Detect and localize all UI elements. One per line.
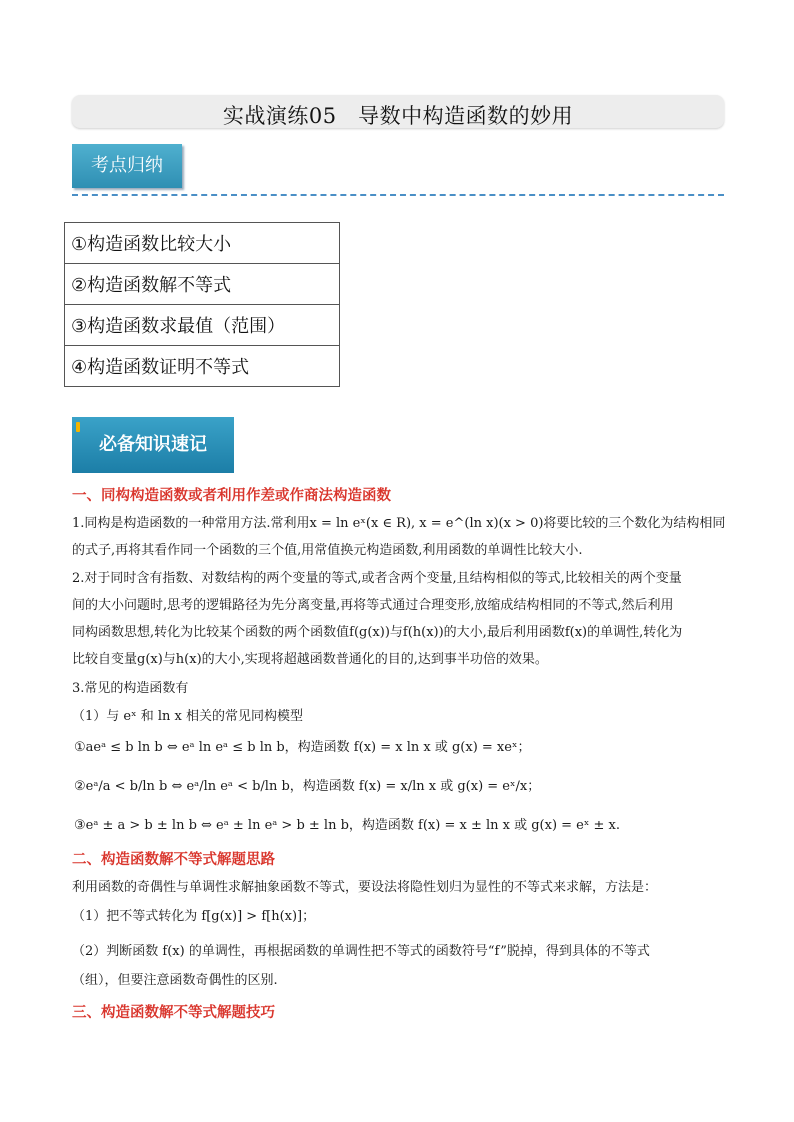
tag-accent-mark [76,422,80,432]
paragraph-line: （1）与 eˣ 和 ln x 相关的常见同构模型 [72,709,303,724]
formula-line: ③eᵃ ± a > b ± ln b ⇔ eᵃ ± ln eᵃ > b ± ln b，构造函数 f(x) = x ± ln x 或 g(x) = eˣ ± x. [74,818,621,833]
paragraph-line: （2）判断函数 f(x) 的单调性，再根据函数的单调性把不等式的函数符号“f”脱掉，得到具体的不等式 [72,944,650,959]
section-tag-kaodian: 考点归纳 [72,144,182,188]
paragraph-line: 2.对于同时含有指数、对数结构的两个变量的等式,或者含两个变量,且结构相似的等式,比较相关的两个变量 [72,571,682,586]
formula-line: ②eᵃ/a < b/ln b ⇔ eᵃ/ln eᵃ < b/ln b，构造函数 f(x) = x/ln x 或 g(x) = eˣ/x； [74,779,541,794]
dashed-divider [72,194,724,196]
topic-item-2: ②构造函数解不等式 [65,264,340,305]
page-title: 实战演练05 导数中构造函数的妙用 [222,104,574,128]
paragraph-line: 1.同构是构造函数的一种常用方法.常利用x = ln eˣ(x ∈ R), x = e^(ln x)(x > 0)将要比较的三个数化为结构相同 [72,516,726,531]
paragraph-line: 3.常见的构造函数有 [72,681,189,696]
paragraph-line: （1）把不等式转化为 f[g(x)] > f[h(x)]； [72,909,316,924]
section-tag-bibei-label: 必备知识速记 [99,434,207,455]
paragraph-line: 比较自变量g(x)与h(x)的大小,实现将超越函数普通化的目的,达到事半功倍的效果。 [72,652,548,667]
paragraph-line: 的式子,再将其看作同一个函数的三个值,用常值换元构造函数,利用函数的单调性比较大小. [72,543,583,558]
paragraph-line: 间的大小问题时,思考的逻辑路径为先分离变量,再将等式通过合理变形,放缩成结构相同的不等式,然后利用 [72,598,674,613]
title-banner [72,95,724,128]
topic-item-1: ①构造函数比较大小 [65,223,340,264]
section-heading-2: 二、构造函数解不等式解题思路 [72,852,275,868]
paragraph-line: 同构函数思想,转化为比较某个函数的两个函数值f(g(x))与f(h(x))的大小,最后利用函数f(x)的单调性,转化为 [72,625,683,640]
section-heading-3: 三、构造函数解不等式解题技巧 [72,1005,275,1021]
topic-item-3: ③构造函数求最值（范围） [65,305,340,346]
formula-line: ①aeᵃ ≤ b ln b ⇔ eᵃ ln eᵃ ≤ b ln b，构造函数 f(x) = x ln x 或 g(x) = xeˣ； [74,740,531,755]
paragraph-line: （组），但要注意函数奇偶性的区别. [72,973,278,988]
topic-list-table [64,222,340,387]
topic-item-4: ④构造函数证明不等式 [65,346,340,387]
section-tag-bibei [72,417,234,473]
paragraph-line: 利用函数的奇偶性与单调性求解抽象函数不等式，要设法将隐性划归为显性的不等式来求解，方法是： [72,880,658,895]
section-heading-1: 一、同构构造函数或者利用作差或作商法构造函数 [72,488,391,504]
